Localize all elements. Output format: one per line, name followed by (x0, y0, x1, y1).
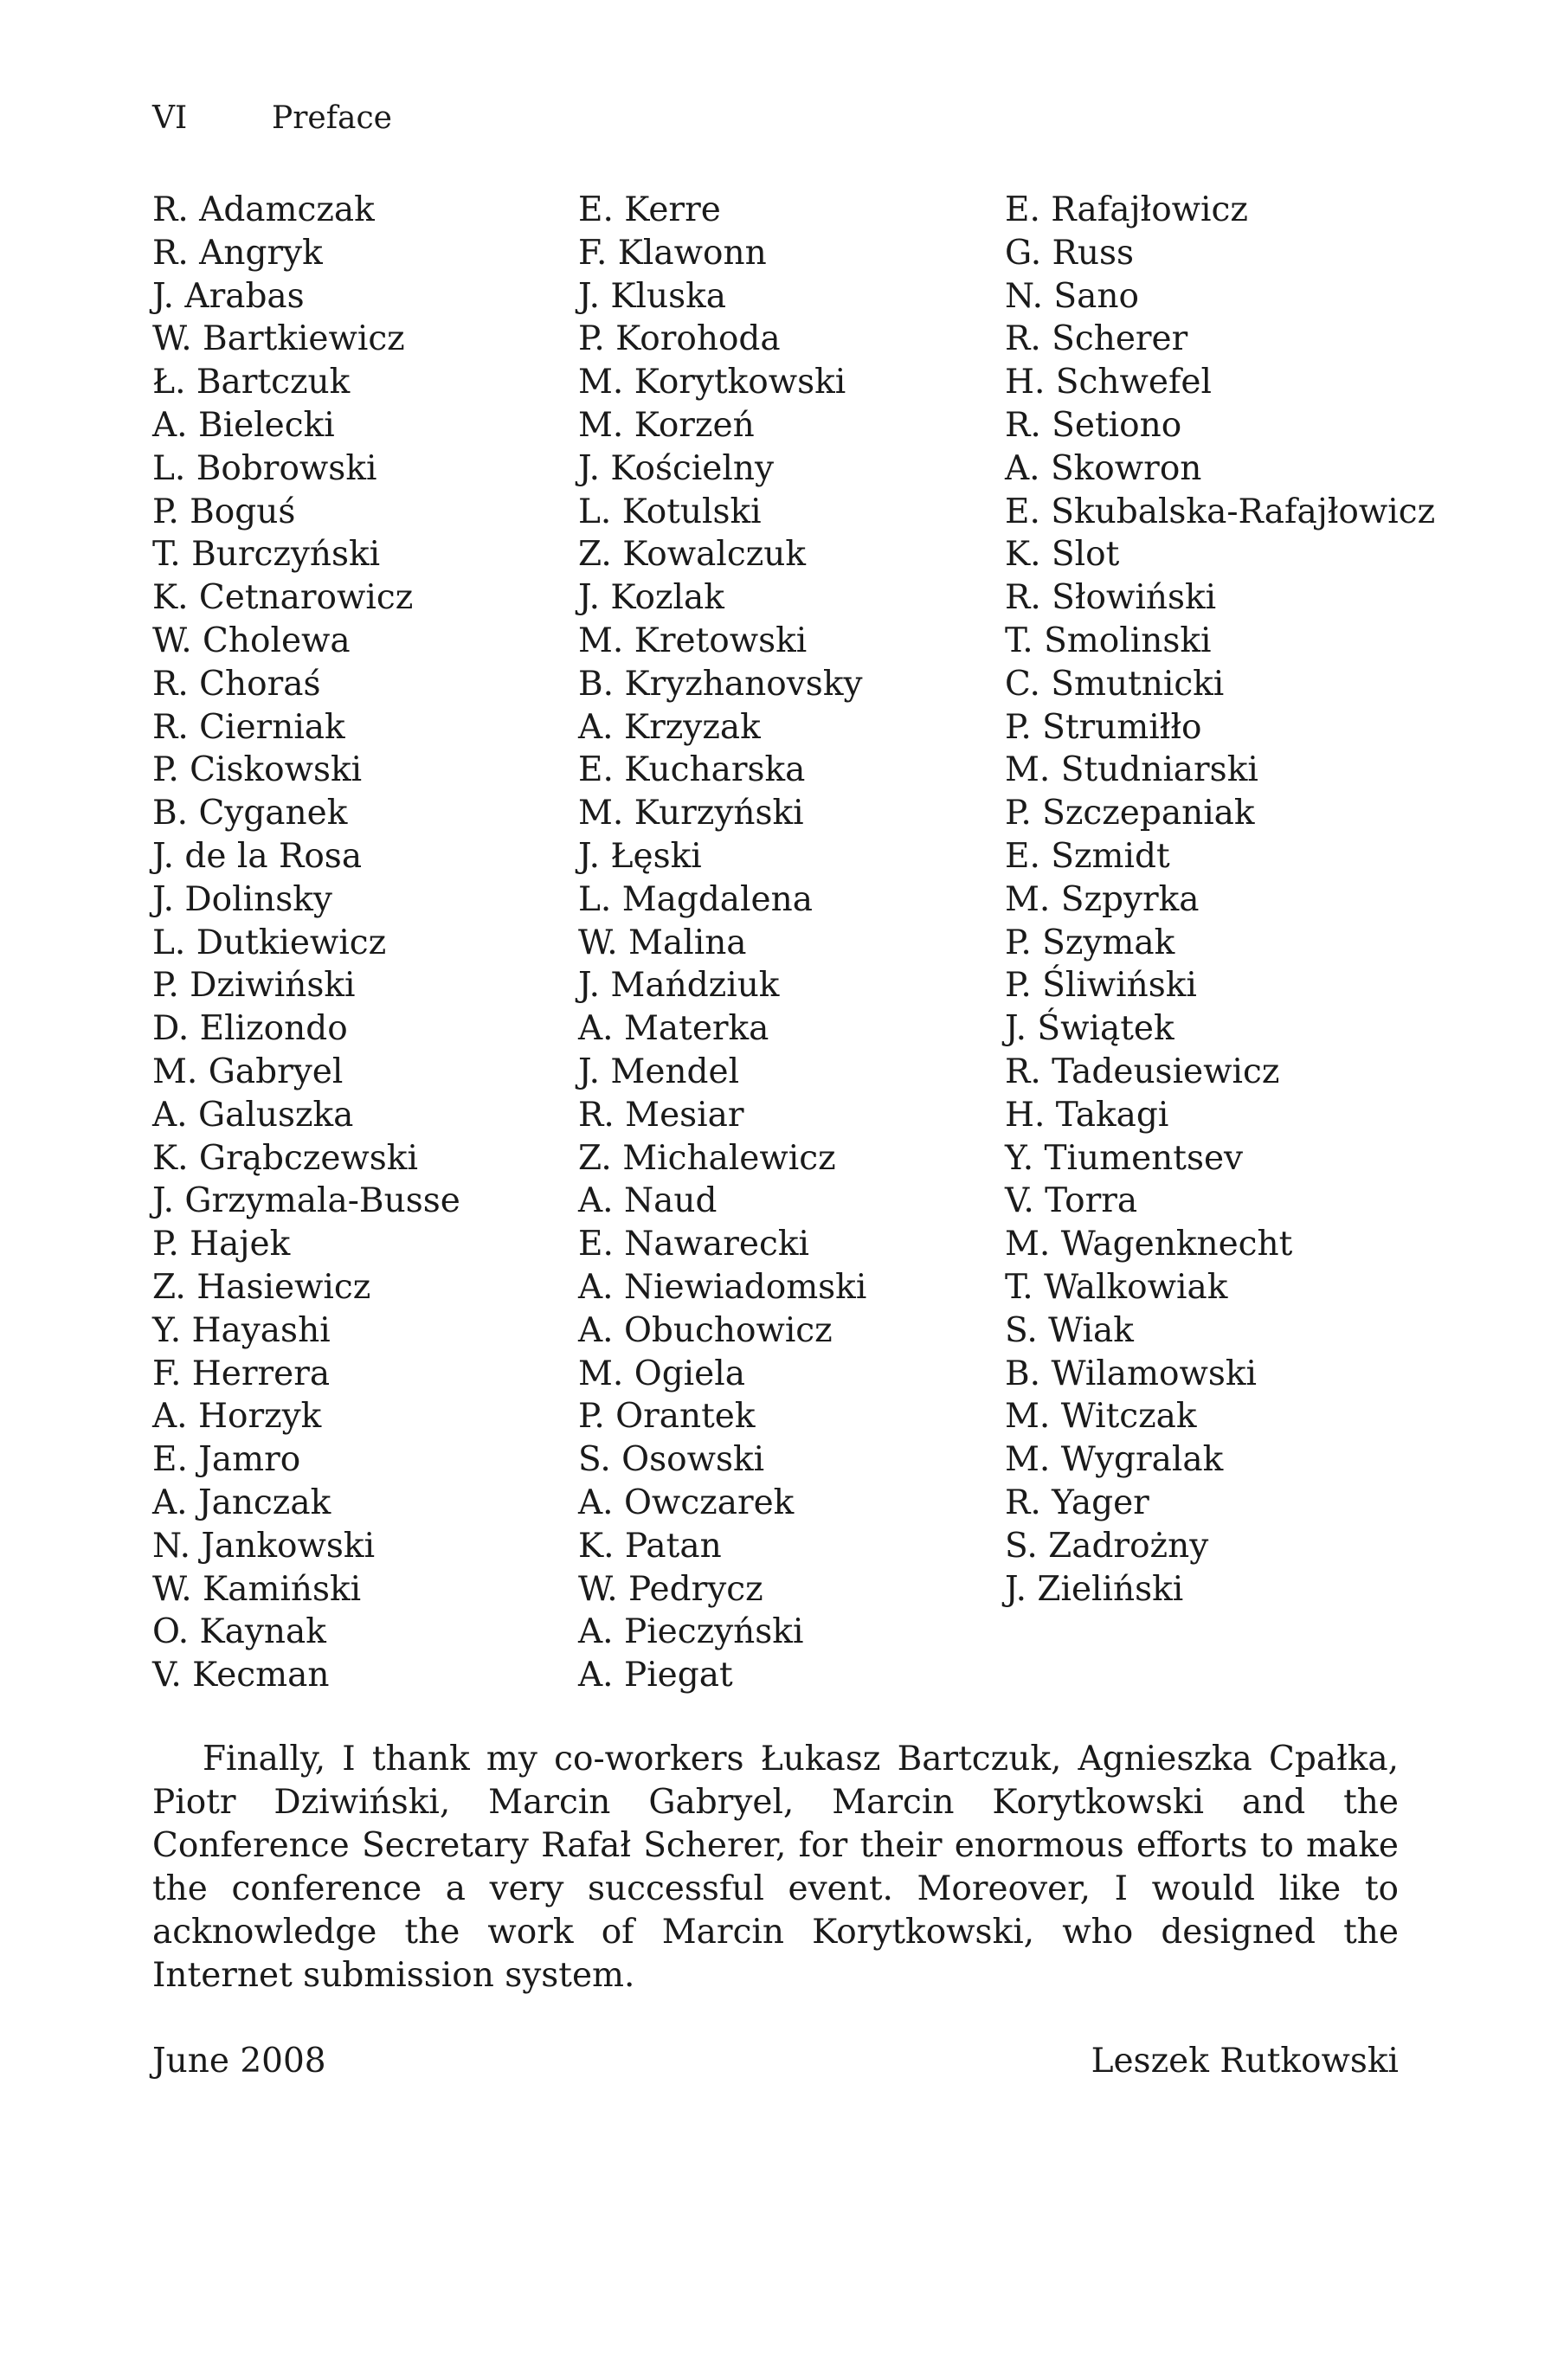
reviewer-name: J. Kluska (578, 276, 727, 316)
reviewer-name: D. Elizondo (152, 1009, 348, 1049)
reviewer-name: A. Horzyk (152, 1397, 322, 1437)
running-header (152, 97, 1399, 140)
reviewer-column-3 (1005, 189, 1435, 1611)
reviewer-name: S. Zadrożny (1005, 1526, 1209, 1566)
reviewer-name: O. Kaynak (152, 1612, 326, 1652)
reviewer-name: Y. Hayashi (152, 1310, 331, 1350)
reviewer-name: F. Klawonn (578, 233, 767, 273)
reviewer-name: E. Kerre (578, 190, 721, 229)
reviewer-name: P. Boguś (152, 492, 296, 531)
reviewer-name: A. Skowron (1005, 448, 1202, 488)
reviewer-name: S. Wiak (1005, 1310, 1134, 1350)
reviewer-name: G. Russ (1005, 233, 1135, 273)
reviewer-name: J. Kościelny (578, 448, 775, 488)
reviewer-name: A. Krzyzak (578, 707, 761, 747)
reviewer-name: J. Grzymala-Busse (152, 1181, 460, 1221)
reviewer-name: E. Nawarecki (578, 1225, 809, 1264)
reviewer-list (152, 189, 1436, 1712)
reviewer-name: M. Kretowski (578, 621, 808, 660)
reviewer-name: J. Dolinsky (152, 879, 332, 919)
reviewer-name: K. Patan (578, 1526, 722, 1566)
reviewer-name: J. Mendel (578, 1052, 740, 1091)
reviewer-name: W. Cholewa (152, 621, 351, 660)
reviewer-name: B. Wilamowski (1005, 1354, 1258, 1393)
reviewer-name: P. Hajek (152, 1225, 291, 1264)
signature-line (152, 2039, 1399, 2084)
reviewer-name: R. Słowiński (1005, 578, 1217, 618)
reviewer-name: M. Korytkowski (578, 363, 846, 402)
reviewer-name: T. Walkowiak (1005, 1267, 1228, 1307)
reviewer-name: T. Smolinski (1005, 621, 1212, 660)
reviewer-name: M. Studniarski (1005, 750, 1258, 790)
reviewer-name: J. Kozlak (578, 578, 724, 618)
reviewer-name: P. Szczepaniak (1005, 794, 1255, 833)
reviewer-name: A. Galuszka (152, 1095, 354, 1135)
reviewer-name: R. Mesiar (578, 1095, 744, 1135)
reviewer-column-1 (152, 189, 460, 1697)
reviewer-name: W. Malina (578, 923, 747, 962)
reviewer-name: J. Mańdziuk (578, 966, 780, 1006)
reviewer-name: A. Naud (578, 1181, 718, 1221)
reviewer-name: M. Korzeń (578, 405, 755, 445)
reviewer-name: H. Takagi (1005, 1095, 1169, 1135)
reviewer-name: J. Łęski (578, 836, 702, 876)
reviewer-name: R. Tadeusiewicz (1005, 1052, 1280, 1091)
reviewer-name: P. Orantek (578, 1397, 756, 1437)
reviewer-name: W. Kamiński (152, 1569, 362, 1609)
reviewer-name: B. Kryzhanovsky (578, 664, 863, 704)
reviewer-name: M. Gabryel (152, 1052, 344, 1091)
reviewer-name: R. Yager (1005, 1483, 1149, 1522)
reviewer-name: E. Skubalska-Rafajłowicz (1005, 492, 1436, 531)
reviewer-name: W. Bartkiewicz (152, 319, 405, 359)
reviewer-column-2 (578, 189, 866, 1697)
reviewer-name: E. Rafajłowicz (1005, 190, 1248, 229)
running-title: Preface (272, 100, 392, 136)
reviewer-name: A. Owczarek (578, 1483, 795, 1522)
reviewer-name: P. Śliwiński (1005, 966, 1197, 1006)
reviewer-name: E. Szmidt (1005, 836, 1170, 876)
reviewer-name: J. Świątek (1005, 1009, 1175, 1049)
reviewer-name: P. Ciskowski (152, 750, 363, 790)
reviewer-name: J. de la Rosa (152, 836, 363, 876)
page-number: VI (152, 100, 188, 136)
reviewer-name: B. Cyganek (152, 794, 348, 833)
reviewer-name: E. Kucharska (578, 750, 806, 790)
signature-author: Leszek Rutkowski (1091, 2042, 1399, 2081)
reviewer-name: M. Ogiela (578, 1354, 745, 1393)
reviewer-name: Z. Hasiewicz (152, 1267, 371, 1307)
reviewer-name: A. Niewiadomski (578, 1267, 867, 1307)
reviewer-name: H. Schwefel (1005, 363, 1212, 402)
reviewer-name: E. Jamro (152, 1440, 301, 1480)
reviewer-name: A. Pieczyński (578, 1612, 804, 1652)
reviewer-name: L. Magdalena (578, 879, 813, 919)
reviewer-name: P. Dziwiński (152, 966, 356, 1006)
reviewer-name: Z. Kowalczuk (578, 535, 807, 575)
reviewer-name: A. Janczak (152, 1483, 331, 1522)
reviewer-name: A. Obuchowicz (578, 1310, 833, 1350)
reviewer-name: F. Herrera (152, 1354, 331, 1393)
reviewer-name: K. Grąbczewski (152, 1138, 418, 1178)
reviewer-name: A. Bielecki (152, 405, 335, 445)
reviewer-name: R. Cierniak (152, 707, 345, 747)
reviewer-name: M. Wygralak (1005, 1440, 1224, 1480)
reviewer-name: P. Szymak (1005, 923, 1175, 962)
reviewer-name: T. Burczyński (152, 535, 381, 575)
reviewer-name: R. Scherer (1005, 319, 1188, 359)
reviewer-name: M. Witczak (1005, 1397, 1197, 1437)
reviewer-name: R. Choraś (152, 664, 321, 704)
reviewer-name: M. Kurzyński (578, 794, 804, 833)
reviewer-name: W. Pedrycz (578, 1569, 763, 1609)
reviewer-name: L. Bobrowski (152, 448, 377, 488)
reviewer-name: V. Kecman (152, 1656, 330, 1695)
signature-date: June 2008 (152, 2042, 326, 2081)
reviewer-name: A. Piegat (578, 1656, 733, 1695)
reviewer-name: R. Adamczak (152, 190, 375, 229)
reviewer-name: J. Arabas (152, 276, 305, 316)
reviewer-name: C. Smutnicki (1005, 664, 1225, 704)
reviewer-name: L. Dutkiewicz (152, 923, 387, 962)
reviewer-name: V. Torra (1005, 1181, 1138, 1221)
reviewer-name: K. Slot (1005, 535, 1120, 575)
reviewer-name: M. Wagenknecht (1005, 1225, 1293, 1264)
reviewer-name: P. Korohoda (578, 319, 781, 359)
reviewer-name: P. Strumiłło (1005, 707, 1202, 747)
reviewer-name: Z. Michalewicz (578, 1138, 836, 1178)
reviewer-name: Y. Tiumentsev (1005, 1138, 1244, 1178)
reviewer-name: N. Sano (1005, 276, 1139, 316)
reviewer-name: S. Osowski (578, 1440, 765, 1480)
reviewer-name: M. Szpyrka (1005, 879, 1200, 919)
reviewer-name: N. Jankowski (152, 1526, 376, 1566)
reviewer-name: Ł. Bartczuk (152, 363, 351, 402)
reviewer-name: R. Angryk (152, 233, 323, 273)
reviewer-name: L. Kotulski (578, 492, 762, 531)
reviewer-name: K. Cetnarowicz (152, 578, 414, 618)
acknowledgement-paragraph: Finally, I thank my co-workers Łukasz Bartczuk, Agnieszka Cpałka, Piotr Dziwiński, Marcin Gabryel, Marcin Korytkowski and the Conference Secretary Rafał Scherer, for their enormous efforts to make the conference a very successful event. Moreover, I would like to acknowledge the work of Marcin Korytkowski, who designed the Internet submission system. (152, 1740, 1399, 1995)
reviewer-name: A. Materka (578, 1009, 769, 1049)
reviewer-name: R. Setiono (1005, 405, 1182, 445)
reviewer-name: J. Zieliński (1005, 1569, 1184, 1609)
